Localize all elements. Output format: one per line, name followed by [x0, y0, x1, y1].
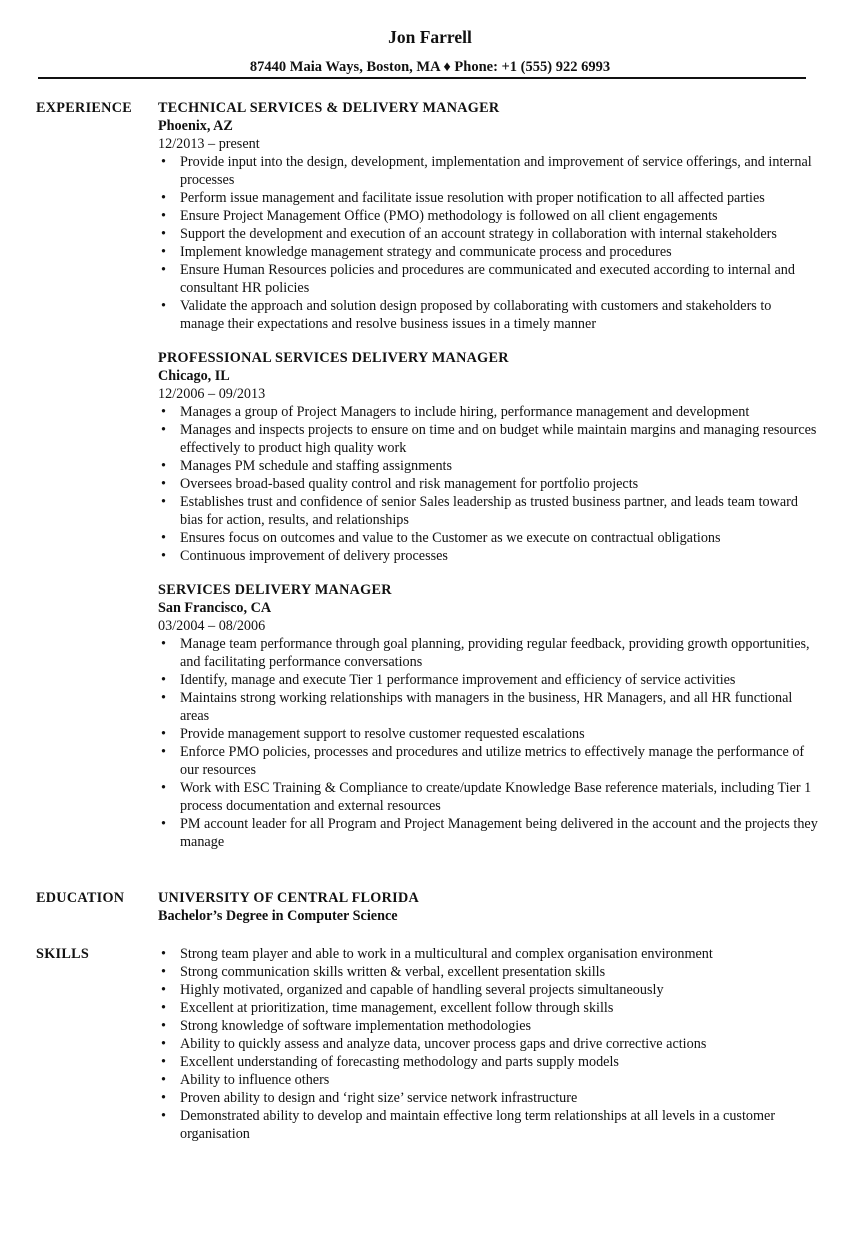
skill-item: • Highly motivated, organized and capable of handling several projects simultaneously	[158, 981, 818, 999]
skills-body	[158, 945, 818, 1143]
bullet-item: • Manages a group of Project Managers to include hiring, performance management and development	[158, 403, 818, 421]
bullet-item: • Ensures focus on outcomes and value to the Customer as we execute on contractual obligations	[158, 529, 818, 547]
skill-item: • Strong team player and able to work in a multicultural and complex organisation environment	[158, 945, 818, 963]
skills-list	[158, 945, 818, 1143]
experience-list	[158, 99, 818, 867]
job-location: San Francisco, CA	[158, 600, 272, 616]
job-title: PROFESSIONAL SERVICES DELIVERY MANAGER	[158, 350, 509, 366]
job-bullets	[158, 635, 818, 851]
bullet-item: • Identify, manage and execute Tier 1 performance improvement and efficiency of service activities	[158, 671, 818, 689]
bullet-item: • Manages and inspects projects to ensure on time and on budget while maintain margins and managing resources effectively to product high quality work	[158, 421, 818, 457]
job-dates: 12/2013 – present	[158, 136, 260, 152]
bullet-item: • Manage team performance through goal planning, providing regular feedback, providing growth opportunities, and facilitating performance conversations	[158, 635, 818, 671]
job-entry	[158, 581, 818, 851]
section-title-skills: SKILLS	[36, 946, 90, 962]
degree-name: Bachelor’s Degree in Computer Science	[158, 908, 398, 924]
skill-item: • Excellent at prioritization, time management, excellent follow through skills	[158, 999, 818, 1017]
skill-item: • Ability to influence others	[158, 1071, 818, 1089]
school-name: UNIVERSITY OF CENTRAL FLORIDA	[158, 890, 420, 906]
skill-item: • Ability to quickly assess and analyze data, uncover process gaps and drive corrective actions	[158, 1035, 818, 1053]
job-dates: 03/2004 – 08/2006	[158, 618, 266, 634]
job-dates: 12/2006 – 09/2013	[158, 386, 266, 402]
bullet-item: • Oversees broad-based quality control and risk management for portfolio projects	[158, 475, 818, 493]
job-location: Phoenix, AZ	[158, 118, 233, 134]
bullet-item: • Continuous improvement of delivery processes	[158, 547, 818, 565]
job-location: Chicago, IL	[158, 368, 230, 384]
bullet-item: • Work with ESC Training & Compliance to create/update Knowledge Base reference materials, including Tier 1 process documentation and external resources	[158, 779, 818, 815]
bullet-item: • Enforce PMO policies, processes and procedures and utilize metrics to effectively manage the performance of our resources	[158, 743, 818, 779]
resume-header	[0, 26, 860, 48]
skill-item: • Strong communication skills written & verbal, excellent presentation skills	[158, 963, 818, 981]
skill-item: • Excellent understanding of forecasting methodology and parts supply models	[158, 1053, 818, 1071]
job-bullets	[158, 403, 818, 565]
skill-item: • Demonstrated ability to develop and maintain effective long term relationships at all levels in a customer organisation	[158, 1107, 818, 1143]
job-bullets	[158, 153, 818, 333]
bullet-item: • Ensure Human Resources policies and procedures are communicated and executed according to internal and consultant HR policies	[158, 261, 818, 297]
bullet-item: • Manages PM schedule and staffing assignments	[158, 457, 818, 475]
skill-item: • Strong knowledge of software implementation methodologies	[158, 1017, 818, 1035]
bullet-item: • Support the development and execution of an account strategy in collaboration with internal stakeholders	[158, 225, 818, 243]
education-body	[158, 889, 818, 925]
bullet-item: • PM account leader for all Program and Project Management being delivered in the account and the projects they manage	[158, 815, 818, 851]
bullet-item: • Perform issue management and facilitate issue resolution with proper notification to all affected parties	[158, 189, 818, 207]
bullet-item: • Establishes trust and confidence of senior Sales leadership as trusted business partner, and leads team toward bias for action, results, and relationships	[158, 493, 818, 529]
candidate-name: Jon Farrell	[388, 27, 472, 47]
skill-item: • Proven ability to design and ‘right size’ service network infrastructure	[158, 1089, 818, 1107]
job-title: SERVICES DELIVERY MANAGER	[158, 582, 392, 598]
bullet-item: • Provide input into the design, development, implementation and improvement of service offerings, and internal processes	[158, 153, 818, 189]
contact-line: 87440 Maia Ways, Boston, MA ♦ Phone: +1 (555) 922 6993	[249, 59, 611, 75]
bullet-item: • Ensure Project Management Office (PMO) methodology is followed on all client engagements	[158, 207, 818, 225]
bullet-item: • Validate the approach and solution design proposed by collaborating with customers and stakeholders to manage their expectations and resolve business issues in a timely manner	[158, 297, 818, 333]
section-title-experience: EXPERIENCE	[36, 100, 133, 116]
bullet-item: • Maintains strong working relationships with managers in the business, HR Managers, and all HR functional areas	[158, 689, 818, 725]
bullet-item: • Implement knowledge management strategy and communicate process and procedures	[158, 243, 818, 261]
header-divider	[38, 77, 806, 79]
job-entry	[158, 349, 818, 565]
job-entry	[158, 99, 818, 333]
bullet-item: • Provide management support to resolve customer requested escalations	[158, 725, 818, 743]
section-title-education: EDUCATION	[36, 890, 125, 906]
job-title: TECHNICAL SERVICES & DELIVERY MANAGER	[158, 100, 500, 116]
